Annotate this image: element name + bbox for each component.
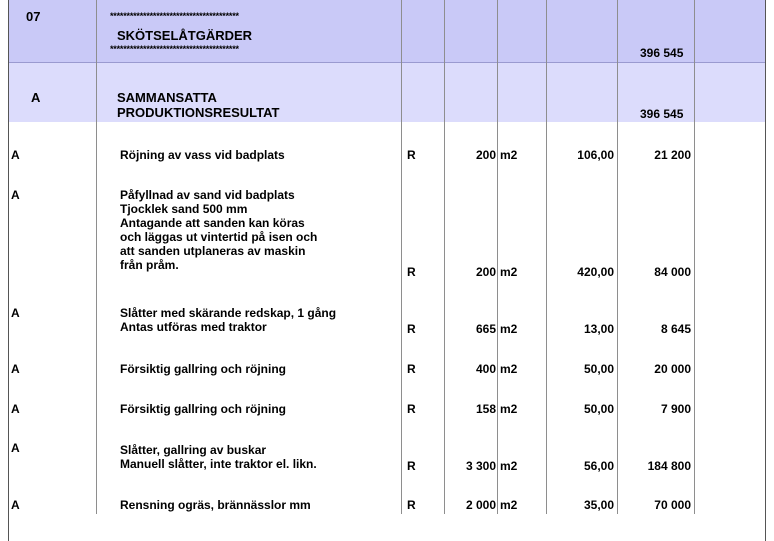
row-code: A — [11, 148, 20, 162]
row-unit: m2 — [500, 459, 518, 473]
row-code: A — [11, 306, 20, 320]
row-unit: m2 — [500, 498, 518, 512]
row-type: R — [407, 265, 416, 279]
group-amount: 396 545 — [640, 107, 684, 121]
row-unit: m2 — [500, 265, 518, 279]
row-type: R — [407, 362, 416, 376]
section-amount: 396 545 — [640, 46, 684, 60]
section-stars-bottom: *************************************** — [110, 44, 239, 54]
row-unit-price: 50,00 — [583, 402, 614, 416]
row-quantity: 200 — [475, 265, 496, 279]
row-description: Försiktig gallring och röjning — [120, 402, 287, 416]
row-total: 21 200 — [654, 148, 691, 162]
row-type: R — [407, 402, 416, 416]
row-type: R — [407, 498, 416, 512]
row-quantity: 200 — [475, 148, 496, 162]
row-unit: m2 — [500, 148, 518, 162]
group-title-line2: PRODUKTIONSRESULTAT — [117, 105, 280, 120]
row-code: A — [11, 362, 20, 376]
row-total: 20 000 — [654, 362, 691, 376]
column-divider — [694, 0, 695, 122]
row-quantity: 665 — [475, 322, 496, 336]
row-total: 184 800 — [647, 459, 691, 473]
column-divider — [96, 0, 97, 122]
row-type: R — [407, 148, 416, 162]
column-divider — [497, 122, 498, 514]
row-unit-price: 56,00 — [583, 459, 614, 473]
row-quantity: 3 300 — [465, 459, 496, 473]
row-total: 70 000 — [654, 498, 691, 512]
group-title-line1: SAMMANSATTA — [117, 90, 217, 105]
column-divider — [444, 0, 445, 122]
row-unit-price: 106,00 — [577, 148, 614, 162]
row-unit-price: 420,00 — [577, 265, 614, 279]
row-total: 84 000 — [654, 265, 691, 279]
row-code: A — [11, 498, 20, 512]
row-unit-price: 35,00 — [583, 498, 614, 512]
row-total: 8 645 — [660, 322, 691, 336]
row-description: Slåtter, gallring av buskar Manuell slåtter, inte traktor el. likn. — [120, 443, 317, 471]
row-unit-price: 50,00 — [583, 362, 614, 376]
row-code: A — [11, 441, 20, 455]
row-description: Röjning av vass vid badplats — [120, 148, 285, 162]
row-description: Försiktig gallring och röjning — [120, 362, 287, 376]
column-divider — [617, 0, 618, 122]
column-divider — [694, 122, 695, 514]
column-divider — [444, 122, 445, 514]
band-separator — [9, 62, 765, 63]
column-divider — [546, 122, 547, 514]
row-quantity: 2 000 — [465, 498, 496, 512]
column-divider — [546, 0, 547, 122]
row-unit: m2 — [500, 402, 518, 416]
group-code: A — [31, 90, 41, 105]
section-stars-top: *************************************** — [110, 11, 239, 21]
row-description: Rensning ogräs, brännässlor mm — [120, 498, 311, 512]
column-divider — [401, 122, 402, 514]
row-quantity: 158 — [475, 402, 496, 416]
row-unit: m2 — [500, 322, 518, 336]
row-type: R — [407, 459, 416, 473]
column-divider — [96, 122, 97, 514]
row-code: A — [11, 188, 20, 202]
column-divider — [401, 0, 402, 122]
row-quantity: 400 — [475, 362, 496, 376]
row-unit-price: 13,00 — [583, 322, 614, 336]
row-description: Slåtter med skärande redskap, 1 gång Antas utföras med traktor — [120, 306, 337, 334]
row-total: 7 900 — [660, 402, 691, 416]
section-title: SKÖTSELÅTGÄRDER — [117, 28, 253, 43]
row-code: A — [11, 402, 20, 416]
row-description: Påfyllnad av sand vid badplats Tjocklek sand 500 mm Antagande att sanden kan köras och läggas ut vintertid på isen och att sanden utplaneras av maskin från pråm. — [120, 188, 318, 272]
section-code: 07 — [26, 9, 41, 24]
row-unit: m2 — [500, 362, 518, 376]
column-divider — [497, 0, 498, 122]
row-type: R — [407, 322, 416, 336]
column-divider — [617, 122, 618, 514]
